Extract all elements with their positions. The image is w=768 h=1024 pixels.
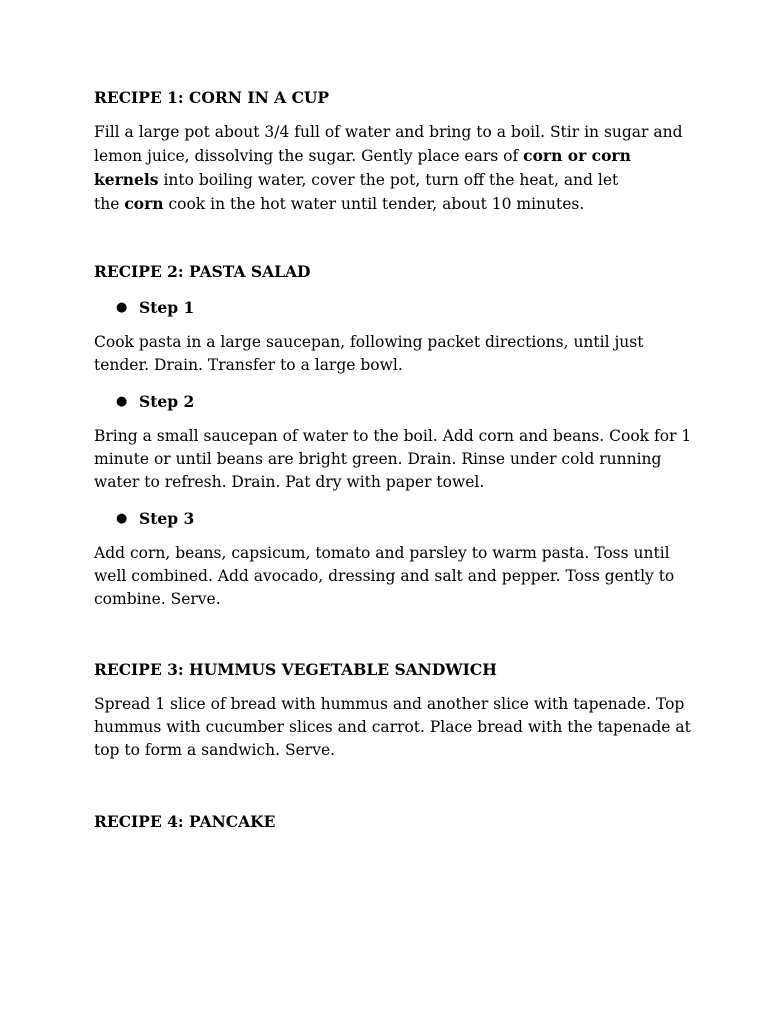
- recipe-1-line-2: lemon juice, dissolving the sugar. Gently place ears of corn or corn: [94, 146, 631, 165]
- text-line: Spread 1 slice of bread with hummus and another slice with tapenade. Top: [94, 695, 685, 713]
- recipe-2-title: RECIPE 2: PASTA SALAD: [94, 262, 311, 281]
- bullet-icon: ●: [116, 394, 128, 409]
- recipe-1-title: RECIPE 1: CORN IN A CUP: [94, 88, 330, 107]
- bold-corn: corn: [124, 194, 164, 213]
- recipe-3-body: [94, 693, 691, 762]
- text-line: minute or until beans are bright green. Drain. Rinse under cold running: [94, 450, 662, 468]
- recipe-2-step-1-body: [94, 331, 684, 377]
- text-line: hummus with cucumber slices and carrot. Place bread with the tapenade at: [94, 718, 691, 736]
- bullet-icon: ●: [116, 511, 128, 526]
- text-line: water to refresh. Drain. Pat dry with paper towel.: [94, 473, 485, 491]
- text-line: top to form a sandwich. Serve.: [94, 741, 336, 759]
- step-label: Step 1: [139, 298, 195, 317]
- recipe-1-line-3: kernels into boiling water, cover the pot, turn off the heat, and let: [94, 170, 619, 189]
- step-label: Step 3: [139, 509, 195, 528]
- text-line: well combined. Add avocado, dressing and salt and pepper. Toss gently to: [94, 567, 675, 585]
- recipe-2-step-3-body: [94, 542, 684, 611]
- recipe-4-title: RECIPE 4: PANCAKE: [94, 812, 276, 831]
- recipe-1-line-4: the corn cook in the hot water until tender, about 10 minutes.: [94, 194, 585, 213]
- text-line: Cook pasta in a large saucepan, following packet directions, until just: [94, 333, 644, 351]
- bold-kernels: kernels: [94, 170, 159, 189]
- text-line: combine. Serve.: [94, 590, 221, 608]
- step-label: Step 2: [139, 392, 195, 411]
- text-line: Bring a small saucepan of water to the boil. Add corn and beans. Cook for 1: [94, 427, 692, 445]
- recipe-3-title: RECIPE 3: HUMMUS VEGETABLE SANDWICH: [94, 660, 497, 679]
- text-line: Add corn, beans, capsicum, tomato and parsley to warm pasta. Toss until: [94, 544, 670, 562]
- recipe-1-line-1: Fill a large pot about 3/4 full of water and bring to a boil. Stir in sugar and: [94, 123, 683, 141]
- recipe-2-step-2-body: [94, 425, 692, 494]
- bold-corn-or-corn: corn or corn: [523, 146, 631, 165]
- bullet-icon: ●: [116, 300, 128, 315]
- text-line: tender. Drain. Transfer to a large bowl.: [94, 356, 403, 374]
- recipe-1-body: [94, 121, 684, 216]
